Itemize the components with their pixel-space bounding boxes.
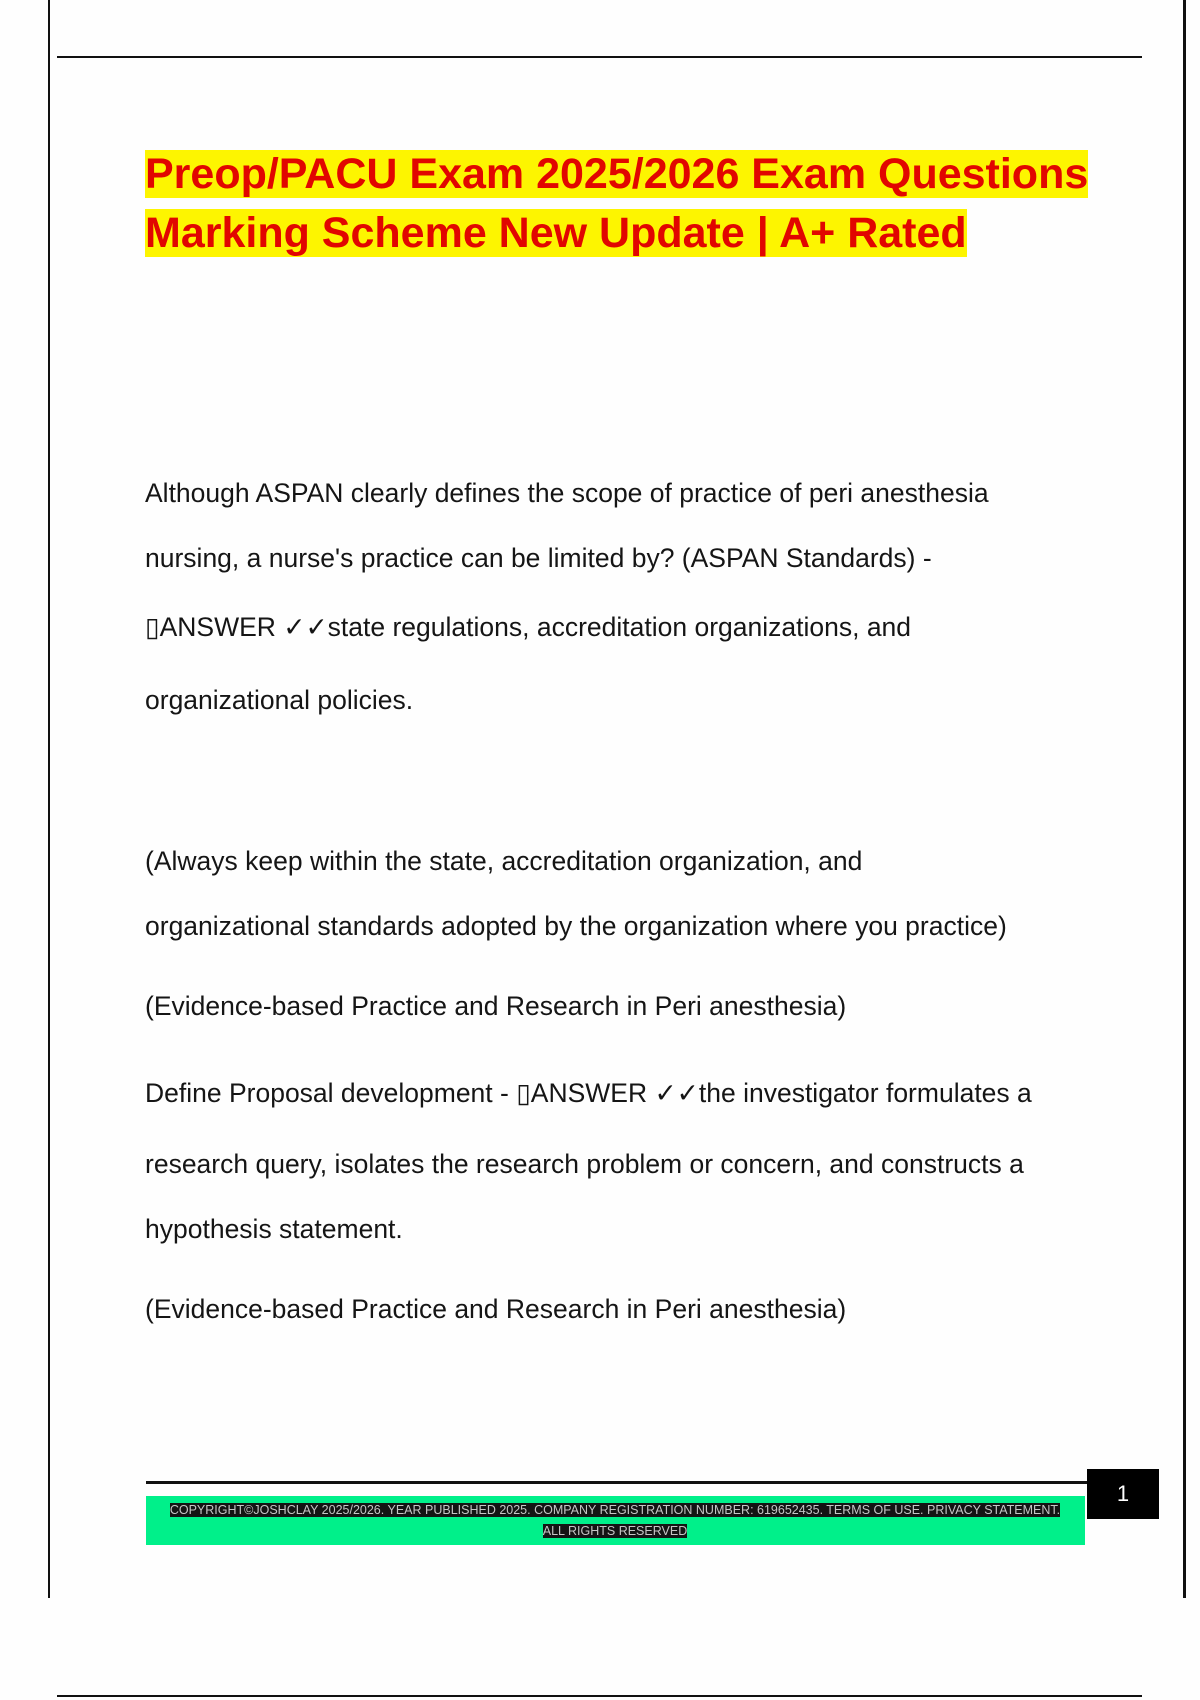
page-number: 1 (1087, 1469, 1159, 1519)
document-title (145, 145, 1095, 263)
note-1-line-1: (Always keep within the state, accreditation organization, and (145, 846, 863, 876)
answer-1-line-1: ▯ANSWER ✓✓state regulations, accreditation organizations, and (145, 612, 912, 642)
title-text: Preop/PACU Exam 2025/2026 Exam Questions Marking Scheme New Update | A+ Rated (145, 150, 1089, 257)
footer-rule (146, 1481, 1088, 1484)
copyright-notice (160, 1500, 1070, 1542)
answer-2-line-2: hypothesis statement. (145, 1214, 403, 1244)
question-1-line-1: Although ASPAN clearly defines the scope of practice of peri anesthesia (145, 478, 989, 508)
note-1-line-2: organizational standards adopted by the organization where you practice) (145, 911, 1007, 941)
page-border-right (1183, 0, 1186, 1598)
copyright-text: COPYRIGHT©JOSHCLAY 2025/2026. YEAR PUBLISHED 2025. COMPANY REGISTRATION NUMBER: 619652435. TERMS OF USE. PRIVACY STATEMENT. ALL RIGHTS RESERVED (169, 1503, 1061, 1538)
reference-1: (Evidence-based Practice and Research in Peri anesthesia) (145, 991, 847, 1021)
page-border-left (48, 0, 50, 1598)
answer-2-line-1: research query, isolates the research problem or concern, and constructs a (145, 1149, 1024, 1179)
header-rule (57, 56, 1142, 58)
next-page-rule (57, 1695, 1142, 1697)
answer-1-line-2: organizational policies. (145, 685, 414, 715)
question-1-line-2: nursing, a nurse's practice can be limited by? (ASPAN Standards) - (145, 543, 932, 573)
question-2-line-1: Define Proposal development - ▯ANSWER ✓✓the investigator formulates a (145, 1078, 1032, 1108)
reference-2: (Evidence-based Practice and Research in Peri anesthesia) (145, 1294, 847, 1324)
